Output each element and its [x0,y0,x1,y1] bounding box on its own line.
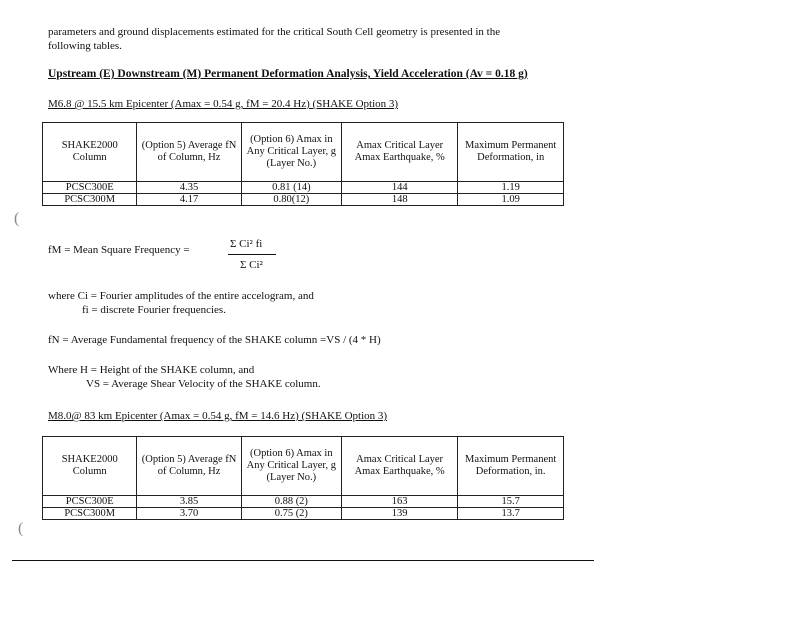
table2-header-cell: Amax Critical Layer Amax Earthquake, % [341,437,457,496]
table1-header-cell: (Option 6) Amax in Any Critical Layer, g (Layer No.) [241,123,341,182]
table2-header-row [43,437,564,496]
table2-header-cell: Maximum Permanent Deformation, in. [458,437,564,496]
table1-header-row [43,123,564,182]
table-cell: 163 [341,496,457,508]
punch-hole-mark: ( [14,210,20,227]
table1-header-cell: Maximum Permanent Deformation, in [458,123,564,182]
table-cell: 1.09 [458,194,564,206]
table-cell: PCSC300E [43,496,137,508]
table-cell: 3.70 [137,508,241,520]
table-cell: 15.7 [458,496,564,508]
table2-header-cell: (Option 5) Average fN of Column, Hz [137,437,241,496]
table-cell: 0.80(12) [241,194,341,206]
table1-header-cell: (Option 5) Average fN of Column, Hz [137,123,241,182]
table1 [42,122,564,206]
where-line-4: VS = Average Shear Velocity of the SHAKE column. [86,378,321,390]
page-bottom-rule [12,560,594,561]
table1-header-cell: Amax Critical Layer Amax Earthquake, % [342,123,458,182]
table-row [43,182,564,194]
table-cell: PCSC300E [43,182,137,194]
fm-numerator: Σ Ci² fi [230,238,263,250]
where-line-2: fi = discrete Fourier frequencies. [82,304,226,316]
fn-definition: fN = Average Fundamental frequency of the SHAKE column =VS / (4 * H) [48,334,381,346]
table-cell: 0.81 (14) [241,182,341,194]
table2-caption: M8.0@ 83 km Epicenter (Amax = 0.54 g, fM = 14.6 Hz) (SHAKE Option 3) [48,410,388,422]
table-cell: PCSC300M [43,194,137,206]
section-heading: Upstream (E) Downstream (M) Permanent Deformation Analysis, Yield Acceleration (Av = 0.18 g) [48,68,528,80]
table1-header-cell: SHAKE2000 Column [43,123,137,182]
table2-header-cell: (Option 6) Amax in Any Critical Layer, g (Layer No.) [241,437,341,496]
table-cell: 0.88 (2) [241,496,341,508]
table-cell: PCSC300M [43,508,137,520]
table-row [43,508,564,520]
table-cell: 4.35 [137,182,241,194]
table-row [43,496,564,508]
table-cell: 1.19 [458,182,564,194]
intro-line-1: parameters and ground displacements estimated for the critical South Cell geometry is presented in the [48,26,501,38]
table-cell: 144 [342,182,458,194]
table-cell: 139 [341,508,457,520]
intro-line-2: following tables. [48,40,122,52]
fraction-bar [228,254,276,255]
table-cell: 0.75 (2) [241,508,341,520]
punch-hole-mark: ( [18,520,24,537]
table2 [42,436,564,520]
table-cell: 148 [342,194,458,206]
fm-formula-label: fM = Mean Square Frequency = [48,244,190,256]
table1-caption: M6.8 @ 15.5 km Epicenter (Amax = 0.54 g, fM = 20.4 Hz) (SHAKE Option 3) [48,98,399,110]
table-cell: 4.17 [137,194,241,206]
fm-denominator: Σ Ci² [240,259,263,271]
table-cell: 3.85 [137,496,241,508]
table2-header-cell: SHAKE2000 Column [43,437,137,496]
table-cell: 13.7 [458,508,564,520]
where-line-1: where Ci = Fourier amplitudes of the entire accelogram, and [48,290,314,302]
table-row [43,194,564,206]
where-line-3: Where H = Height of the SHAKE column, and [48,364,255,376]
